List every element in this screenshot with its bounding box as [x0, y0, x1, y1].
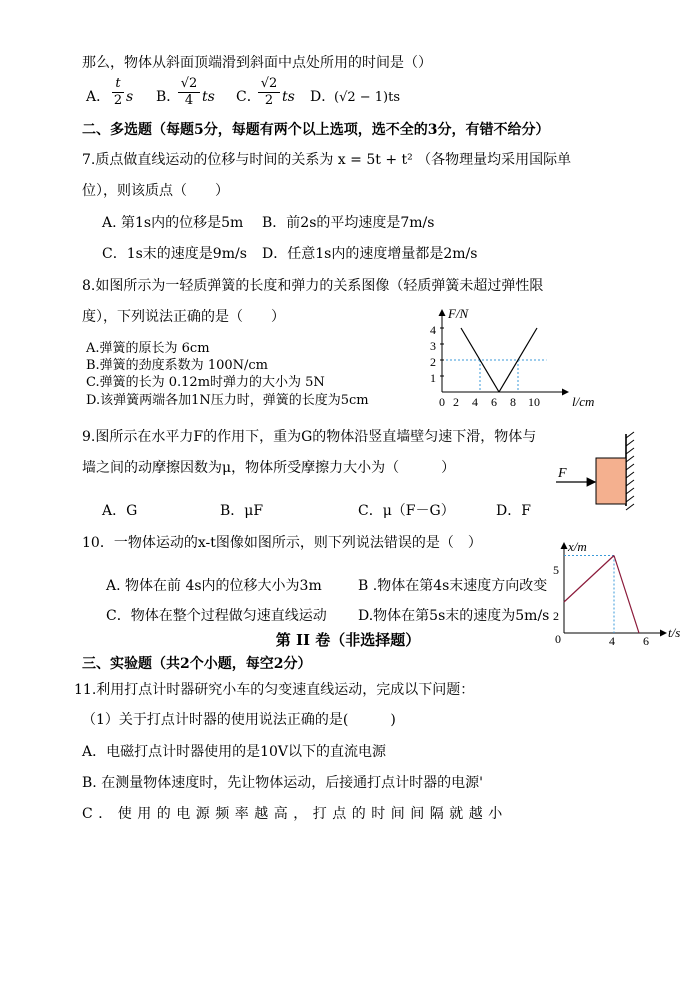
q6-stem: 那么，物体从斜面顶端滑到斜面中点处所用的时间是（） — [82, 55, 432, 71]
y-tick-label: 2 — [430, 355, 436, 369]
q9-option-c: C．μ（F－G） — [358, 503, 455, 519]
q6-option-c-fraction: √2 2 — [258, 76, 280, 109]
q9-option-d: D．F — [496, 503, 531, 519]
y-tick-label: 4 — [430, 323, 436, 337]
q6-option-d-expr: (√2 − 1)ts — [334, 90, 401, 105]
q11-option-c: C．使用的电源频率越高，打点的时间间隔就越小 — [82, 806, 508, 822]
y-tick-label: 3 — [430, 339, 436, 353]
x-tick-label: 6 — [643, 634, 649, 648]
q6-option-b-letter: B． — [156, 89, 181, 105]
section-2-heading: 二、多选题（每题5分，每题有两个以上选项，选不全的3分，有错不给分） — [82, 122, 550, 138]
q8-stem-line1: 8.如图所示为一轻质弹簧的长度和弹力的关系图像（轻质弹簧未超过弹性限 — [82, 278, 544, 294]
q6-option-b-fraction: √2 4 — [178, 76, 200, 109]
y-axis-label: x/m — [568, 539, 587, 554]
q7-stem-line2: 位），则该质点（ ） — [82, 183, 229, 199]
x-tick-label: 2 — [453, 395, 459, 409]
x-tick-label: 0 — [439, 395, 445, 409]
data-segment — [614, 556, 639, 634]
y-axis-label: F/N — [448, 306, 469, 321]
wall-hatching — [626, 432, 634, 510]
q9-option-a: A．G — [102, 503, 138, 519]
q11-option-b: B. 在测量物体速度时，先让物体运动，后接通打点计时器的电源' — [82, 775, 484, 791]
q8-option-c: C.弹簧的长为 0.12m时弹力的大小为 5N — [86, 375, 325, 390]
q8-option-d: D.该弹簧两端各加1N压力时，弹簧的长度为5cm — [86, 393, 369, 408]
q11-sub1: （1）关于打点计时器的使用说法正确的是( ) — [82, 712, 396, 728]
q10-option-b: B .物体在第4s末速度方向改变 — [358, 578, 548, 594]
block — [596, 458, 626, 504]
section-3-heading: 三、实验题（共2个小题，每空2分） — [82, 656, 312, 672]
y-tick-label: 1 — [430, 371, 436, 385]
q6-option-d-letter: D． — [310, 89, 336, 105]
y-tick-label: 5 — [553, 563, 559, 577]
y-tick-label: 2 — [553, 609, 559, 623]
q7-stem-line1: 7.质点做直线运动的位移与时间的关系为 x = 5t + t² （各物理量均采用国际单 — [82, 152, 572, 168]
q10-option-c: C．物体在整个过程做匀速直线运动 — [106, 608, 327, 624]
q9-option-b: B．μF — [220, 503, 264, 519]
x-tick-label: 8 — [510, 395, 516, 409]
x-axis-label: l/cm — [572, 394, 595, 409]
q9-stem-line1: 9.图所示在水平力F的作用下，重为G的物体沿竖直墙壁匀速下滑，物体与 — [82, 429, 537, 445]
data-segment — [564, 556, 614, 603]
x-axis-label: t/s — [668, 625, 681, 640]
spring-force-length-graph — [420, 306, 595, 412]
q6-option-c-letter: C． — [236, 89, 261, 105]
q11-stem: 11.利用打点计时器研究小车的匀变速直线运动，完成以下问题： — [74, 682, 475, 698]
force-label: F — [558, 466, 567, 481]
x-tick-label: 6 — [491, 395, 497, 409]
q6-option-a-letter: A． — [86, 89, 111, 105]
x-tick-label: 4 — [472, 395, 478, 409]
q9-stem-line2: 墙之间的动摩擦因数为μ，物体所受摩擦力大小为（ ） — [82, 460, 456, 476]
origin-label: 0 — [555, 632, 561, 646]
q6-options: A． t 2 s B． √2 4 ts C． √2 2 ts D． (√2 − 1)ts — [86, 76, 401, 108]
q10-stem: 10．一物体运动的x-t图像如图所示，则下列说法错误的是（ ） — [82, 535, 482, 551]
block-on-wall-diagram — [552, 432, 642, 510]
q6-option-a-fraction: t 2 — [113, 76, 123, 108]
q8-option-a: A.弹簧的原长为 6cm — [86, 341, 210, 356]
x-tick-label: 4 — [609, 634, 615, 648]
q7-option-d: D．任意1s内的速度增量都是2m/s — [262, 246, 478, 262]
q8-stem-line2: 度），下列说法正确的是（ ） — [82, 309, 285, 325]
q7-option-b: B．前2s的平均速度是7m/s — [262, 215, 435, 231]
q10-option-d: D.物体在第5s末的速度为5m/s — [358, 608, 550, 624]
x-tick-label: 10 — [528, 395, 540, 409]
q7-option-a: A. 第1s内的位移是5m — [102, 215, 244, 231]
q8-option-b: B.弹簧的劲度系数为 100N/cm — [86, 358, 268, 373]
part-2-title: 第 II 卷（非选择题） — [275, 631, 421, 649]
q11-option-a: A．电磁打点计时器使用的是10V以下的直流电源 — [82, 744, 387, 760]
q10-option-a: A. 物体在前 4s内的位移大小为3m — [106, 578, 322, 594]
q7-option-c: C．1s末的速度是9m/s — [102, 246, 247, 262]
